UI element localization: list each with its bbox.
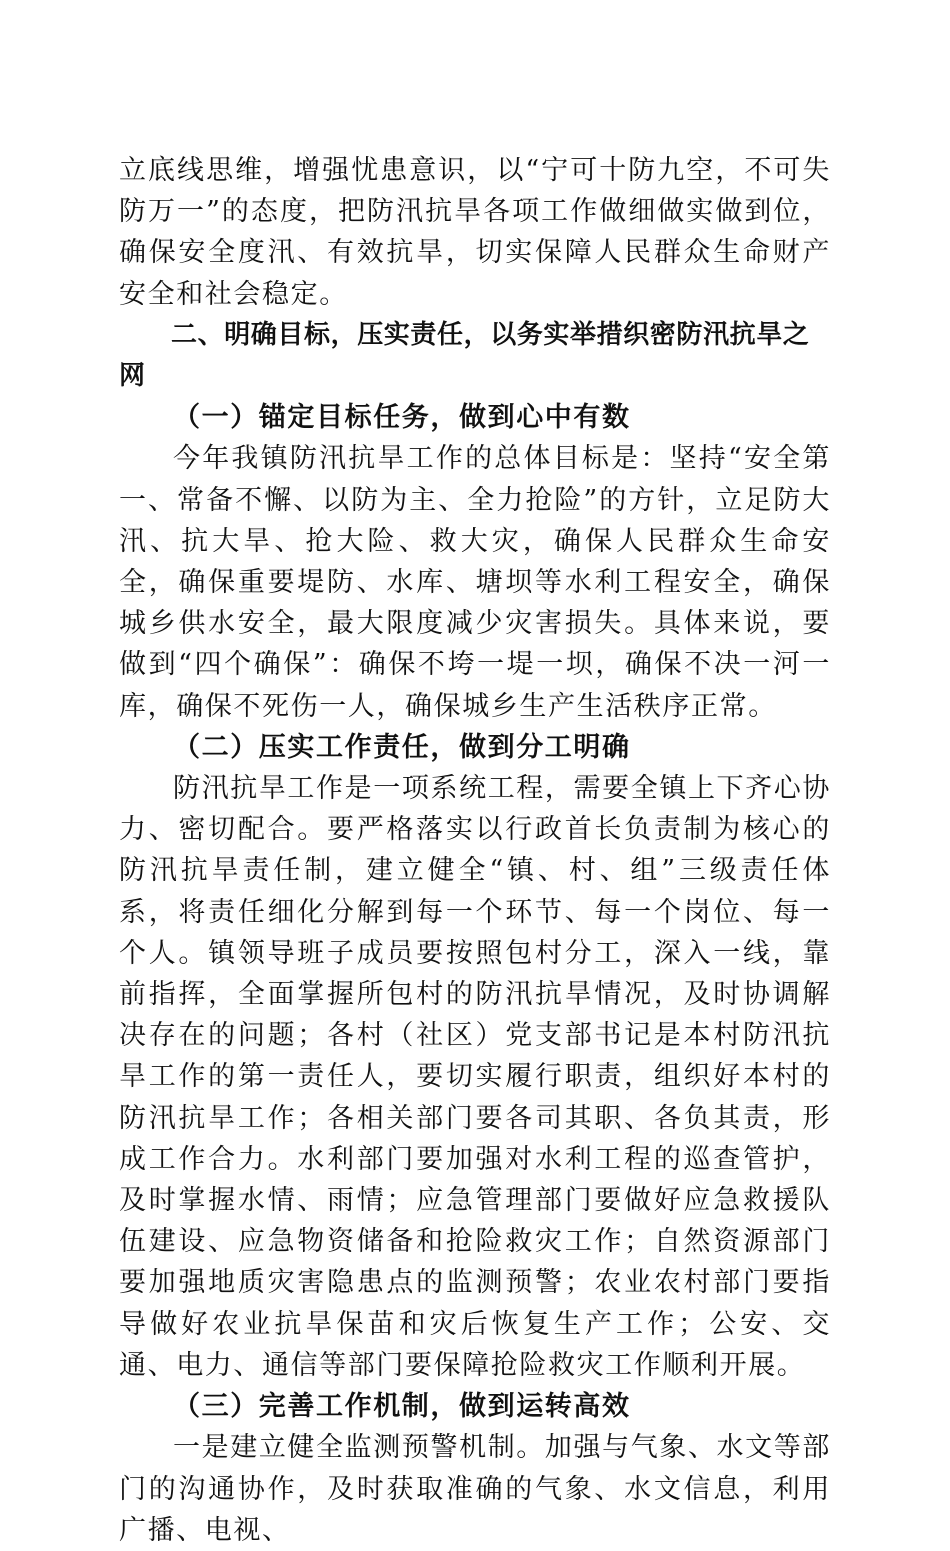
subheading-2: （二）压实工作责任，做到分工明确 — [173, 731, 631, 763]
subheading-3: （三）完善工作机制，做到运转高效 — [173, 1391, 631, 1423]
paragraph-continuation: 立底线思维，增强忧患意识，以“宁可十防九空，不可失防万一”的态度，把防汛抗旱各项工作做细做实做到位，确保安全度汛、有效抗旱，切实保障人民群众生命财产安全和社会稳定。 — [119, 155, 831, 310]
subheading-1: （一）锚定目标任务，做到心中有数 — [173, 402, 631, 434]
document-body — [119, 150, 831, 1551]
paragraph-mechanism: 一是建立健全监测预警机制。加强与气象、水文等部门的沟通协作，及时获取准确的气象、水文信息，利用广播、电视、 — [119, 1432, 831, 1546]
paragraph-goals: 今年我镇防汛抗旱工作的总体目标是：坚持“安全第一、常备不懈、以防为主、全力抢险”的方针，立足防大汛、抗大旱、抢大险、救大灾，确保人民群众生命安全，确保重要堤防、水库、塘坝等水利工程安全，确保城乡供水安全，最大限度减少灾害损失。具体来说，要做到“四个确保”：确保不垮一堤一坝，确保不决一河一库，确保不死伤一人，确保城乡生产生活秩序正常。 — [119, 443, 831, 722]
paragraph-responsibility: 防汛抗旱工作是一项系统工程，需要全镇上下齐心协力、密切配合。要严格落实以行政首长负责制为核心的防汛抗旱责任制，建立健全“镇、村、组”三级责任体系，将责任细化分解到每一个环节、每一个岗位、每一个人。镇领导班子成员要按照包村分工，深入一线，靠前指挥，全面掌握所包村的防汛抗旱情况，及时协调解决存在的问题；各村（社区）党支部书记是本村防汛抗旱工作的第一责任人，要切实履行职责，组织好本村的防汛抗旱工作；各相关部门要各司其职、各负其责，形成工作合力。水利部门要加强对水利工程的巡查管护，及时掌握水情、雨情；应急管理部门要做好应急救援队伍建设、应急物资储备和抢险救灾工作；自然资源部门要加强地质灾害隐患点的监测预警；农业农村部门要指导做好农业抗旱保苗和灾后恢复生产工作；公安、交通、电力、通信等部门要保障抢险救灾工作顺利开展。 — [119, 773, 831, 1381]
section-heading-2: 二、明确目标，压实责任，以务实举措织密防汛抗旱之网 — [119, 319, 810, 392]
